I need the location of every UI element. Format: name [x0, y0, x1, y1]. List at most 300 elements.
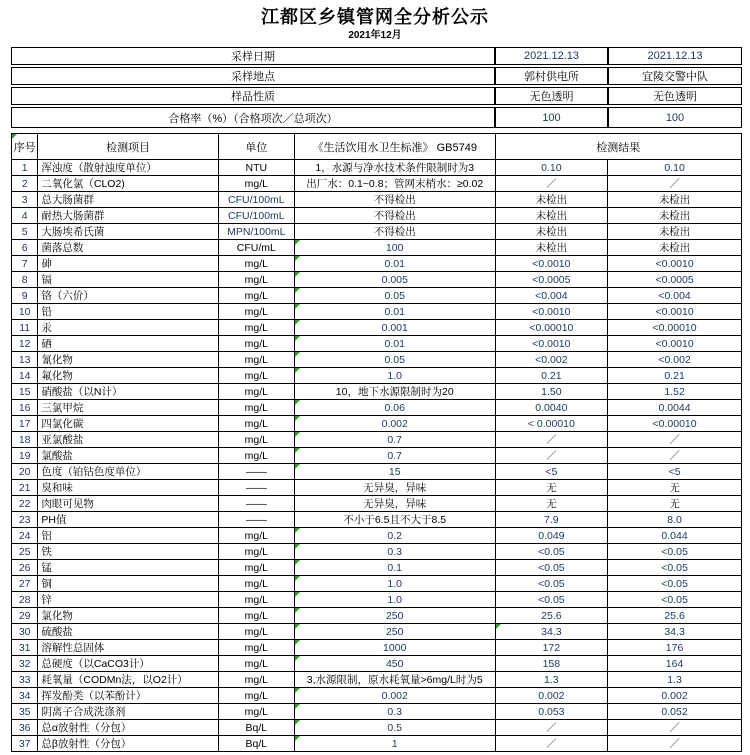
cell-result-2: 未检出 — [608, 192, 742, 208]
cell-no: 29 — [12, 608, 38, 624]
cell-standard: 450 — [294, 656, 495, 672]
cell-no: 21 — [12, 480, 38, 496]
cell-standard: 无异臭，异味 — [294, 480, 495, 496]
error-flag-icon — [295, 256, 300, 261]
cell-unit: —— — [218, 464, 294, 480]
summary-value-2: 100 — [608, 107, 742, 128]
cell-no: 36 — [12, 720, 38, 736]
cell-unit: CFU/100mL — [218, 208, 294, 224]
cell-result-1: <0.002 — [495, 352, 608, 368]
cell-result-1: 0.053 — [495, 704, 608, 720]
cell-standard: 0.01 — [294, 256, 495, 272]
cell-standard: 0.01 — [294, 304, 495, 320]
cell-no: 14 — [12, 368, 38, 384]
cell-result-2: 0.0044 — [608, 400, 742, 416]
analysis-header-row — [12, 134, 742, 160]
cell-standard: 1.0 — [294, 592, 495, 608]
cell-result-1: ／ — [495, 432, 608, 448]
cell-unit: CFU/100mL — [218, 192, 294, 208]
cell-no: 11 — [12, 320, 38, 336]
cell-no: 32 — [12, 656, 38, 672]
cell-result-1: 未检出 — [495, 240, 608, 256]
summary-label: 样品性质 — [11, 87, 495, 105]
cell-result-1: 0.002 — [495, 688, 608, 704]
cell-result-1: < 0.00010 — [495, 416, 608, 432]
cell-no: 24 — [12, 528, 38, 544]
cell-result-1: 34.3 — [495, 624, 608, 640]
cell-result-1: 158 — [495, 656, 608, 672]
cell-result-1: 未检出 — [495, 208, 608, 224]
cell-no: 16 — [12, 400, 38, 416]
cell-item: 挥发酚类（以苯酚计） — [38, 688, 218, 704]
cell-unit: mg/L — [218, 704, 294, 720]
cell-standard: 0.1 — [294, 560, 495, 576]
table-row — [12, 400, 742, 416]
cell-standard: 0.002 — [294, 416, 495, 432]
cell-item: 浑浊度（散射浊度单位） — [38, 160, 218, 176]
cell-standard: 250 — [294, 608, 495, 624]
cell-result-2: <0.0010 — [608, 304, 742, 320]
cell-unit: CFU/mL — [218, 240, 294, 256]
cell-no: 34 — [12, 688, 38, 704]
cell-no: 17 — [12, 416, 38, 432]
cell-item: 臭和味 — [38, 480, 218, 496]
table-row — [12, 528, 742, 544]
cell-result-1: <0.05 — [495, 592, 608, 608]
cell-item: 耐热大肠菌群 — [38, 208, 218, 224]
cell-no: 22 — [12, 496, 38, 512]
cell-result-2: 0.002 — [608, 688, 742, 704]
error-flag-icon — [295, 336, 300, 341]
cell-no: 28 — [12, 592, 38, 608]
cell-result-2: <5 — [608, 464, 742, 480]
cell-item: 总硬度（以CaCO3计） — [38, 656, 218, 672]
cell-result-2: <0.0005 — [608, 272, 742, 288]
table-row — [12, 464, 742, 480]
error-flag-icon — [295, 304, 300, 309]
cell-unit: —— — [218, 512, 294, 528]
table-row — [12, 656, 742, 672]
error-flag-icon — [295, 528, 300, 533]
cell-result-2: ／ — [608, 736, 742, 752]
cell-unit: —— — [218, 496, 294, 512]
cell-unit: mg/L — [218, 608, 294, 624]
cell-unit: mg/L — [218, 528, 294, 544]
table-row — [12, 336, 742, 352]
cell-no: 35 — [12, 704, 38, 720]
error-flag-icon — [295, 720, 300, 725]
table-row — [12, 704, 742, 720]
cell-item: 锰 — [38, 560, 218, 576]
cell-result-1: 未检出 — [495, 224, 608, 240]
cell-unit: mg/L — [218, 544, 294, 560]
table-row — [12, 608, 742, 624]
cell-no: 7 — [12, 256, 38, 272]
cell-item: 硒 — [38, 336, 218, 352]
cell-standard: 0.7 — [294, 448, 495, 464]
cell-unit: mg/L — [218, 384, 294, 400]
cell-standard: 0.5 — [294, 720, 495, 736]
cell-result-2: ／ — [608, 448, 742, 464]
cell-no: 27 — [12, 576, 38, 592]
table-row — [12, 672, 742, 688]
cell-result-1: 无 — [495, 480, 608, 496]
error-flag-icon — [295, 240, 300, 245]
cell-standard: 1000 — [294, 640, 495, 656]
error-flag-icon — [295, 688, 300, 693]
cell-unit: mg/L — [218, 176, 294, 192]
header-unit: 单位 — [218, 134, 294, 160]
cell-item: 氯化物 — [38, 608, 218, 624]
error-flag-icon — [295, 320, 300, 325]
cell-item: 镉 — [38, 272, 218, 288]
error-flag-icon — [295, 448, 300, 453]
table-row — [12, 544, 742, 560]
cell-no: 30 — [12, 624, 38, 640]
cell-standard: 不小于6.5且不大于8.5 — [294, 512, 495, 528]
table-row — [12, 272, 742, 288]
cell-result-1: 25.6 — [495, 608, 608, 624]
header-standard: 《生活饮用水卫生标准》 GB5749 — [294, 134, 495, 160]
cell-unit: mg/L — [218, 576, 294, 592]
error-flag-icon — [295, 624, 300, 629]
cell-item: 总β放射性（分包） — [38, 736, 218, 752]
cell-unit: mg/L — [218, 688, 294, 704]
cell-result-1: <0.05 — [495, 560, 608, 576]
table-row — [12, 160, 742, 176]
summary-label: 采样日期 — [11, 47, 495, 65]
cell-result-1: <0.0010 — [495, 336, 608, 352]
cell-result-1: <0.00010 — [495, 320, 608, 336]
cell-no: 8 — [12, 272, 38, 288]
cell-no: 3 — [12, 192, 38, 208]
cell-item: 四氯化碳 — [38, 416, 218, 432]
error-flag-icon — [295, 560, 300, 565]
cell-result-2: ／ — [608, 432, 742, 448]
report-month: 2021年12月 — [348, 30, 402, 41]
summary-row — [11, 107, 742, 128]
cell-no: 37 — [12, 736, 38, 752]
cell-unit: Bq/L — [218, 720, 294, 736]
cell-unit: mg/L — [218, 432, 294, 448]
cell-no: 4 — [12, 208, 38, 224]
cell-standard: 10，地下水源限制时为20 — [294, 384, 495, 400]
table-row — [12, 176, 742, 192]
cell-item: 亚氯酸盐 — [38, 432, 218, 448]
cell-standard: 不得检出 — [294, 192, 495, 208]
page-title: 江都区乡镇管网全分析公示 — [261, 7, 489, 27]
cell-item: 氯酸盐 — [38, 448, 218, 464]
cell-result-2: 25.6 — [608, 608, 742, 624]
cell-standard: 无异臭，异味 — [294, 496, 495, 512]
cell-unit: mg/L — [218, 592, 294, 608]
table-row — [12, 720, 742, 736]
cell-standard: 0.3 — [294, 544, 495, 560]
cell-result-1: <0.0010 — [495, 256, 608, 272]
cell-result-2: 0.052 — [608, 704, 742, 720]
cell-result-2: 164 — [608, 656, 742, 672]
error-flag-icon — [295, 544, 300, 549]
error-flag-icon — [295, 464, 300, 469]
cell-unit: mg/L — [218, 320, 294, 336]
cell-result-2: <0.00010 — [608, 320, 742, 336]
summary-value-1: 无色透明 — [495, 87, 608, 105]
cell-result-1: 1.3 — [495, 672, 608, 688]
header-item: 检测项目 — [38, 134, 218, 160]
cell-standard: 1.0 — [294, 368, 495, 384]
cell-standard: 0.2 — [294, 528, 495, 544]
summary-value-2: 无色透明 — [608, 87, 742, 105]
cell-unit: mg/L — [218, 352, 294, 368]
error-flag-icon — [295, 416, 300, 421]
table-row — [12, 256, 742, 272]
cell-result-2: 未检出 — [608, 224, 742, 240]
cell-result-2: 无 — [608, 480, 742, 496]
cell-standard: 100 — [294, 240, 495, 256]
cell-result-2: 0.21 — [608, 368, 742, 384]
cell-item: 氰化物 — [38, 352, 218, 368]
cell-result-2: <0.0010 — [608, 336, 742, 352]
cell-result-2: <0.00010 — [608, 416, 742, 432]
analysis-table-body — [12, 160, 742, 752]
error-flag-icon — [295, 656, 300, 661]
table-row — [12, 560, 742, 576]
cell-no: 9 — [12, 288, 38, 304]
cell-no: 6 — [12, 240, 38, 256]
cell-result-1: 0.049 — [495, 528, 608, 544]
cell-unit: mg/L — [218, 368, 294, 384]
cell-no: 18 — [12, 432, 38, 448]
analysis-table — [11, 133, 742, 752]
table-row — [12, 592, 742, 608]
cell-unit: MPN/100mL — [218, 224, 294, 240]
cell-item: 耗氧量（CODMn法，以O2计） — [38, 672, 218, 688]
cell-item: 铝 — [38, 528, 218, 544]
cell-unit: mg/L — [218, 272, 294, 288]
cell-no: 25 — [12, 544, 38, 560]
cell-result-2: <0.05 — [608, 592, 742, 608]
cell-unit: mg/L — [218, 400, 294, 416]
error-flag-icon — [295, 640, 300, 645]
cell-result-1: 1.50 — [495, 384, 608, 400]
cell-unit: NTU — [218, 160, 294, 176]
tables-container — [11, 45, 742, 752]
cell-item: 色度（铂钴色度单位） — [38, 464, 218, 480]
cell-standard: 3,水源限制，原水耗氧量>6mg/L时为5 — [294, 672, 495, 688]
cell-item: 阴离子合成洗涤剂 — [38, 704, 218, 720]
cell-result-2: 1.3 — [608, 672, 742, 688]
cell-no: 10 — [12, 304, 38, 320]
cell-result-2: 176 — [608, 640, 742, 656]
cell-result-2: 0.10 — [608, 160, 742, 176]
cell-standard: 出厂水：0.1~0.8；管网末梢水：≥0.02 — [294, 176, 495, 192]
cell-no: 33 — [12, 672, 38, 688]
error-flag-icon — [496, 624, 501, 629]
cell-unit: mg/L — [218, 672, 294, 688]
header-no: 序号 — [12, 134, 38, 160]
table-row — [12, 496, 742, 512]
cell-no: 23 — [12, 512, 38, 528]
error-flag-icon — [295, 576, 300, 581]
cell-result-2: 34.3 — [608, 624, 742, 640]
error-flag-icon — [295, 736, 300, 741]
cell-unit: mg/L — [218, 288, 294, 304]
cell-result-1: ／ — [495, 176, 608, 192]
cell-standard: 0.06 — [294, 400, 495, 416]
summary-row — [11, 87, 742, 105]
cell-unit: mg/L — [218, 656, 294, 672]
cell-standard: 0.01 — [294, 336, 495, 352]
cell-no: 1 — [12, 160, 38, 176]
cell-item: 砷 — [38, 256, 218, 272]
table-row — [12, 432, 742, 448]
cell-result-1: <0.05 — [495, 576, 608, 592]
cell-result-2: <0.0010 — [608, 256, 742, 272]
cell-result-2: <0.05 — [608, 560, 742, 576]
table-row — [12, 304, 742, 320]
cell-unit: mg/L — [218, 448, 294, 464]
table-row — [12, 512, 742, 528]
table-row — [12, 416, 742, 432]
cell-unit: —— — [218, 480, 294, 496]
cell-item: 铁 — [38, 544, 218, 560]
cell-standard: 250 — [294, 624, 495, 640]
cell-item: 硫酸盐 — [38, 624, 218, 640]
header-result: 检测结果 — [495, 134, 741, 160]
cell-standard: 0.05 — [294, 352, 495, 368]
cell-item: 二氧化氯（CLO2) — [38, 176, 218, 192]
cell-result-1: <0.0005 — [495, 272, 608, 288]
cell-result-2: ／ — [608, 720, 742, 736]
cell-no: 19 — [12, 448, 38, 464]
table-row — [12, 320, 742, 336]
cell-result-1: 172 — [495, 640, 608, 656]
summary-value-1: 郭村供电所 — [495, 67, 608, 85]
cell-item: 氟化物 — [38, 368, 218, 384]
cell-unit: mg/L — [218, 416, 294, 432]
error-flag-icon — [295, 704, 300, 709]
cell-result-1: <0.05 — [495, 544, 608, 560]
summary-value-1: 2021.12.13 — [495, 47, 608, 65]
cell-standard: 0.002 — [294, 688, 495, 704]
cell-standard: 1 — [294, 736, 495, 752]
cell-result-1: <0.004 — [495, 288, 608, 304]
cell-no: 12 — [12, 336, 38, 352]
summary-label: 采样地点 — [11, 67, 495, 85]
summary-row — [11, 47, 742, 65]
cell-result-2: <0.05 — [608, 544, 742, 560]
error-flag-icon — [295, 608, 300, 613]
error-flag-icon — [295, 272, 300, 277]
error-flag-icon — [295, 288, 300, 293]
summary-table-body — [11, 47, 742, 128]
cell-result-1: <0.0010 — [495, 304, 608, 320]
table-row — [12, 640, 742, 656]
table-row — [12, 624, 742, 640]
cell-no: 13 — [12, 352, 38, 368]
cell-item: PH值 — [38, 512, 218, 528]
error-flag-icon — [295, 352, 300, 357]
cell-unit: Bq/L — [218, 736, 294, 752]
error-flag-icon — [295, 400, 300, 405]
cell-unit: mg/L — [218, 560, 294, 576]
cell-result-2: <0.05 — [608, 576, 742, 592]
cell-result-2: 1.52 — [608, 384, 742, 400]
table-row — [12, 288, 742, 304]
table-row — [12, 576, 742, 592]
cell-result-2: 0.044 — [608, 528, 742, 544]
cell-no: 2 — [12, 176, 38, 192]
cell-standard: 0.001 — [294, 320, 495, 336]
table-row — [12, 224, 742, 240]
cell-no: 5 — [12, 224, 38, 240]
cell-result-1: ／ — [495, 736, 608, 752]
table-row — [12, 384, 742, 400]
cell-no: 31 — [12, 640, 38, 656]
cell-no: 20 — [12, 464, 38, 480]
table-row — [12, 480, 742, 496]
error-flag-icon — [295, 368, 300, 373]
summary-value-1: 100 — [495, 107, 608, 128]
error-flag-icon — [295, 592, 300, 597]
cell-result-1: ／ — [495, 448, 608, 464]
cell-result-1: 0.10 — [495, 160, 608, 176]
table-row — [12, 240, 742, 256]
cell-standard: 1，水源与净水技术条件限制时为3 — [294, 160, 495, 176]
cell-unit: mg/L — [218, 336, 294, 352]
cell-unit: mg/L — [218, 640, 294, 656]
cell-standard: 0.005 — [294, 272, 495, 288]
table-row — [12, 688, 742, 704]
cell-standard: 15 — [294, 464, 495, 480]
summary-row — [11, 67, 742, 85]
cell-item: 锌 — [38, 592, 218, 608]
cell-standard: 0.05 — [294, 288, 495, 304]
cell-unit: mg/L — [218, 256, 294, 272]
cell-result-1: <5 — [495, 464, 608, 480]
cell-result-2: ／ — [608, 176, 742, 192]
cell-result-1: 7.9 — [495, 512, 608, 528]
cell-item: 大肠埃希氏菌 — [38, 224, 218, 240]
cell-standard: 0.3 — [294, 704, 495, 720]
cell-unit: mg/L — [218, 304, 294, 320]
cell-result-1: 0.21 — [495, 368, 608, 384]
summary-value-2: 2021.12.13 — [608, 47, 742, 65]
error-flag-icon — [295, 432, 300, 437]
cell-item: 总大肠菌群 — [38, 192, 218, 208]
cell-result-2: <0.002 — [608, 352, 742, 368]
cell-item: 硝酸盐（以N计） — [38, 384, 218, 400]
table-row — [12, 192, 742, 208]
cell-item: 菌落总数 — [38, 240, 218, 256]
cell-result-1: ／ — [495, 720, 608, 736]
table-row — [12, 208, 742, 224]
cell-standard: 1.0 — [294, 576, 495, 592]
table-row — [12, 368, 742, 384]
cell-result-1: 未检出 — [495, 192, 608, 208]
cell-result-2: 未检出 — [608, 240, 742, 256]
cell-item: 溶解性总固体 — [38, 640, 218, 656]
error-flag-icon — [12, 134, 17, 139]
summary-value-2: 宜陵交警中队 — [608, 67, 742, 85]
table-row — [12, 736, 742, 752]
cell-item: 三氯甲烷 — [38, 400, 218, 416]
table-row — [12, 352, 742, 368]
cell-standard: 0.7 — [294, 432, 495, 448]
summary-label: 合格率（%）（合格项次／总项次） — [11, 107, 495, 128]
cell-no: 15 — [12, 384, 38, 400]
cell-result-2: 无 — [608, 496, 742, 512]
